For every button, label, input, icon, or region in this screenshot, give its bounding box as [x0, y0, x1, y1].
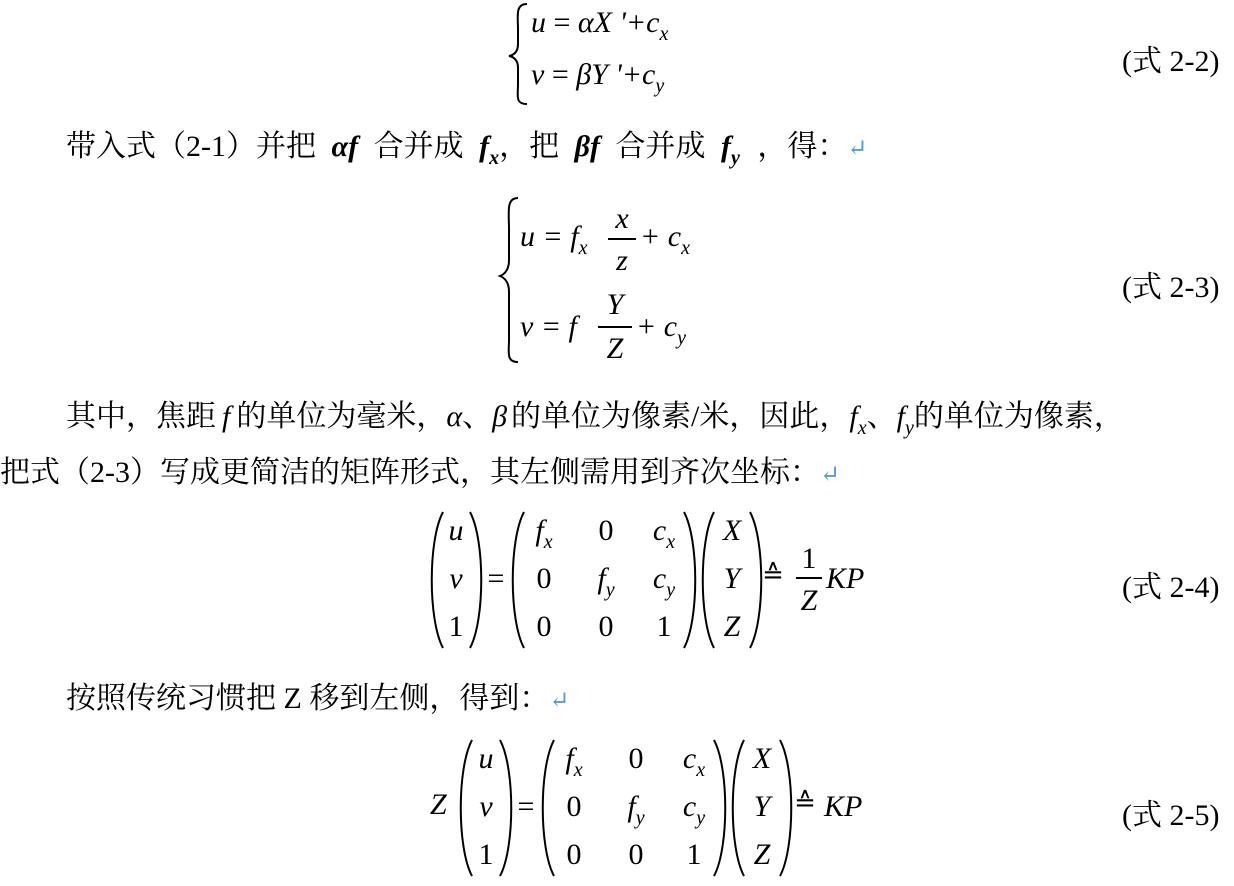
eq-2-4-frac-denominator: Z [800, 584, 818, 617]
eq-2-4-vec-u: u [448, 514, 464, 547]
eq-2-5-KP: KP [824, 790, 863, 823]
paragraph-mark-icon: ↵ [847, 136, 868, 162]
eq-2-2-row1: u = αX '$+c_x$ [531, 6, 669, 45]
para2-sep1: 、 [462, 400, 493, 433]
eq-2-2-row1-lhs: u [531, 6, 546, 39]
eq-2-5-vec-u: u [478, 742, 494, 775]
eq-2-3-r2-tail-sub: y [677, 327, 686, 349]
eq-2-3-row2-denominator: Z [606, 332, 624, 365]
para1-text-5: ，得： [757, 130, 848, 163]
para2-fx: f [849, 400, 858, 433]
eq-2-5-k-10: 0 [566, 790, 582, 823]
eq-2-5-equals: = [517, 790, 535, 823]
eq-2-2-row2-rhs: βY '+c [576, 58, 656, 91]
eq-2-5-vec-v: v [479, 790, 493, 823]
para1-text-2: 合并成 [373, 130, 464, 163]
para3-text: 按照传统习惯把 Z 移到左侧，得到： [66, 682, 550, 715]
eq-2-3-r2-tail-text: + c [636, 310, 678, 343]
para1-fx: f [479, 130, 490, 163]
para2-alpha: α [446, 400, 463, 433]
eq-2-2-row1-sub: x [659, 23, 669, 45]
eq-2-4-k-cx: $c_x$ [652, 514, 676, 553]
eq-2-5-k-cy: $c_y$ [682, 790, 706, 829]
eq-2-5-k-20: 0 [566, 838, 582, 871]
para1-fx-sub: x [489, 147, 500, 169]
eq-2-2-row1-rhs: αX '+c [577, 6, 660, 39]
eq-2-3-row2-lhs: v = f [520, 310, 577, 343]
eq-2-4-label: (式 2-4) [1122, 571, 1220, 604]
eq-2-2-row2-sub: y [655, 75, 665, 97]
para2-line2-text: 把式（2-3）写成更简洁的矩阵形式，其左侧需用到齐次坐标： [0, 456, 820, 489]
eq-2-4-k-01: 0 [598, 514, 614, 547]
eq-2-5-k-cx: $c_x$ [682, 742, 706, 781]
eq-2-3-r1-lhs-text: u = f [520, 220, 579, 253]
eq-2-3-r1-tail-sub: x [681, 237, 690, 259]
eq-2-4-equals: = [487, 562, 505, 595]
para2-text-b: 的单位为毫米， [236, 400, 447, 433]
eq-2-4-vec-Z: Z [723, 610, 741, 643]
eq-2-4-k-cy: $c_y$ [652, 562, 676, 601]
para2-fy: f [896, 400, 905, 433]
eq-2-4-frac-numerator: 1 [801, 542, 817, 575]
eq-2-3-row1-numerator: x [615, 202, 629, 235]
para1-fy-sub: y [730, 147, 740, 169]
eq-2-3-r1-lhs-sub: x [578, 237, 588, 259]
eq-2-5-k-fx: $f_x$ [565, 742, 583, 781]
para2-text-a: 其中，焦距 [66, 400, 216, 433]
eq-2-4-k-22: 1 [656, 610, 672, 643]
eq-2-5-vec-1: 1 [478, 838, 494, 871]
para1-text-3: ，把 [499, 130, 560, 163]
paragraph-mark-icon: ↵ [549, 688, 570, 714]
eq-2-4-vec-1: 1 [448, 610, 464, 643]
eq-2-4-k-fx: $f_x$ [535, 514, 553, 553]
paragraph-mark-icon: ↵ [820, 462, 841, 488]
eq-2-4-KP: KP [826, 562, 865, 595]
para2-text-c: 的单位为像素/米，因此， [511, 400, 850, 433]
para1-text-4: 合并成 [615, 130, 706, 163]
eq-2-4-vec-v: v [449, 562, 463, 595]
para1-fy: f [720, 130, 731, 163]
eq-2-4-defeq: ≙ [762, 560, 784, 589]
eq-2-3-r1-tail-text: + c [640, 220, 682, 253]
eq-2-2-row2: v = βY '$+c_y$ [531, 58, 665, 97]
eq-2-4-k-21: 0 [598, 610, 614, 643]
para2-fy-sub: y [904, 417, 914, 439]
para2-text-d: 的单位为像素， [913, 400, 1124, 433]
eq-2-5-k-01: 0 [628, 742, 644, 775]
eq-2-4-k-10: 0 [536, 562, 552, 595]
para2-sep2: 、 [866, 400, 897, 433]
eq-2-5-vec-Y: Y [753, 790, 771, 823]
eq-2-3-row1-denominator: z [616, 244, 628, 277]
eq-2-4-k-20: 0 [536, 610, 552, 643]
para2-beta: β [492, 400, 508, 433]
eq-2-2-label: (式 2-2) [1122, 45, 1220, 78]
eq-2-4-k-fy: $f_y$ [597, 562, 615, 601]
eq-2-5-defeq: ≙ [794, 788, 816, 817]
eq-2-2-row2-lhs: v [531, 58, 545, 91]
eq-2-5-k-21: 0 [628, 838, 644, 871]
para1-beta-f: βf [574, 130, 600, 163]
eq-2-4-vec-Y: Y [723, 562, 741, 595]
eq-2-3-row2-numerator: Y [606, 288, 624, 321]
eq-2-5-k-fy: $f_y$ [627, 790, 645, 829]
para1-alpha-f: αf [331, 130, 359, 163]
eq-2-5-k-22: 1 [686, 838, 702, 871]
eq-2-5-Z: Z [430, 788, 447, 821]
eq-2-5-label: (式 2-5) [1122, 799, 1220, 832]
eq-2-5-vec-X: X [752, 742, 772, 775]
para2-fx-sub: x [857, 417, 867, 439]
para1-text-1: 带入式（2-1）并把 [66, 130, 316, 163]
eq-2-5-vec-Z: Z [753, 838, 771, 871]
para2-f: f [222, 400, 231, 433]
eq-2-4-vec-X: X [722, 514, 742, 547]
eq-2-3-label: (式 2-3) [1122, 271, 1220, 304]
